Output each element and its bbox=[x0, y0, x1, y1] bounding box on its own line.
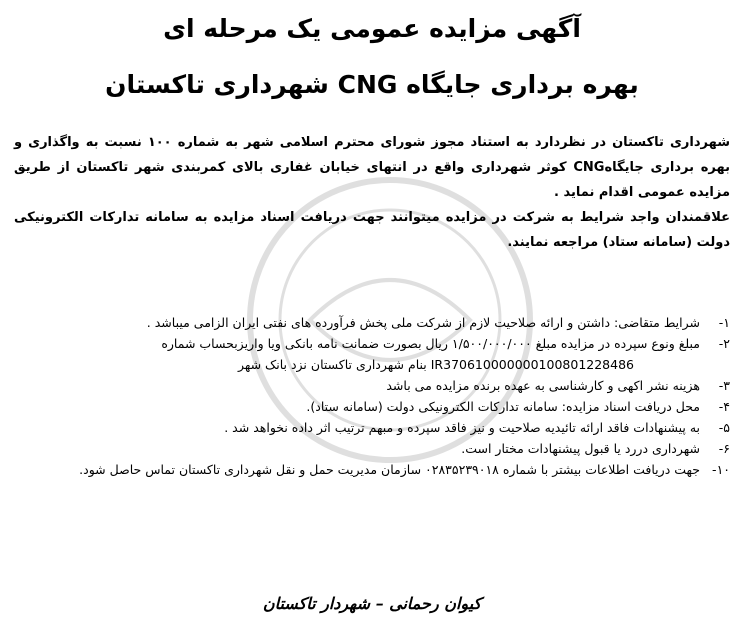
list-item bbox=[14, 333, 730, 375]
item-number: ۱- bbox=[718, 315, 730, 330]
list-item bbox=[14, 438, 730, 459]
list-item bbox=[14, 396, 730, 417]
notice-title: آگهی مزایده عمومی یک مرحله ای bbox=[163, 14, 581, 43]
intro-paragraph-1: شهرداری تاکستان در نظردارد به استناد مجوز شورای محترم اسلامی شهر به شماره ۱۰۰ نسبت به واگذاری و بهره برداری جایگاهCNG کوثر شهرداری واقع در انتهای خیابان غفاری بالای کمربندی شهر تاکستان از طریق مزایده عمومی اقدام نماید . bbox=[14, 135, 730, 200]
item-text: جهت دریافت اطلاعات بیشتر با شماره ۰۲۸۳۵۲۳۹۰۱۸ سازمان مدیریت حمل و نقل شهرداری تاکستان تماس حاصل شود. bbox=[79, 462, 701, 477]
list-item bbox=[14, 375, 730, 396]
intro-text bbox=[14, 130, 730, 255]
item-text: محل دریافت اسناد مزایده: سامانه تدارکات الکترونیکی دولت (سامانه ستاد). bbox=[306, 399, 701, 414]
item-text: هزینه نشر اکهی و کارشناسی به عهده برنده مزایده می باشد bbox=[386, 378, 701, 393]
account-number: IR370610000000100801228486 بنام شهرداری تاکستان نزد بانک شهر bbox=[237, 357, 634, 372]
signature-line: کیوان رحمانی – شهردار تاکستان bbox=[262, 594, 482, 613]
conditions-list bbox=[14, 312, 730, 480]
item-number: ۲- bbox=[718, 336, 730, 351]
item-number: ۶- bbox=[718, 441, 730, 456]
item-number: ۳- bbox=[718, 378, 730, 393]
item-number: ۴- bbox=[718, 399, 730, 414]
item-text: شرایط متقاضی: داشتن و ارائه صلاحیت لازم از شرکت ملی پخش فرآورده های نفتی ایران الزامی میباشد . bbox=[146, 315, 701, 330]
item-text: به پیشنهادات فاقد ارائه تائیدیه صلاحیت و نیز فاقد سپرده و مبهم ترتیب اثر داده نخواهد شد . bbox=[224, 420, 701, 435]
notice-subtitle: بهره برداری جایگاه CNG شهرداری تاکستان bbox=[105, 70, 639, 99]
item-text: مبلغ ونوع سپرده در مزایده مبلغ ۱/۵۰۰/۰۰۰/۰۰۰ ریال بصورت ضمانت نامه بانکی ویا واریزبحساب شماره bbox=[161, 336, 701, 351]
list-item bbox=[14, 459, 730, 480]
list-item bbox=[14, 417, 730, 438]
intro-paragraph-2: علاقمندان واجد شرایط به شرکت در مزایده میتوانند جهت دریافت اسناد مزایده به سامانه تدارکات الکترونیکی دولت (سامانه ستاد) مراجعه نمایند. bbox=[14, 210, 730, 250]
list-item bbox=[14, 312, 730, 333]
item-text: شهرداری دررد یا قبول پیشنهادات مختار است. bbox=[461, 441, 701, 456]
item-number: ۵- bbox=[718, 420, 730, 435]
item-number: ۱۰- bbox=[712, 462, 730, 477]
